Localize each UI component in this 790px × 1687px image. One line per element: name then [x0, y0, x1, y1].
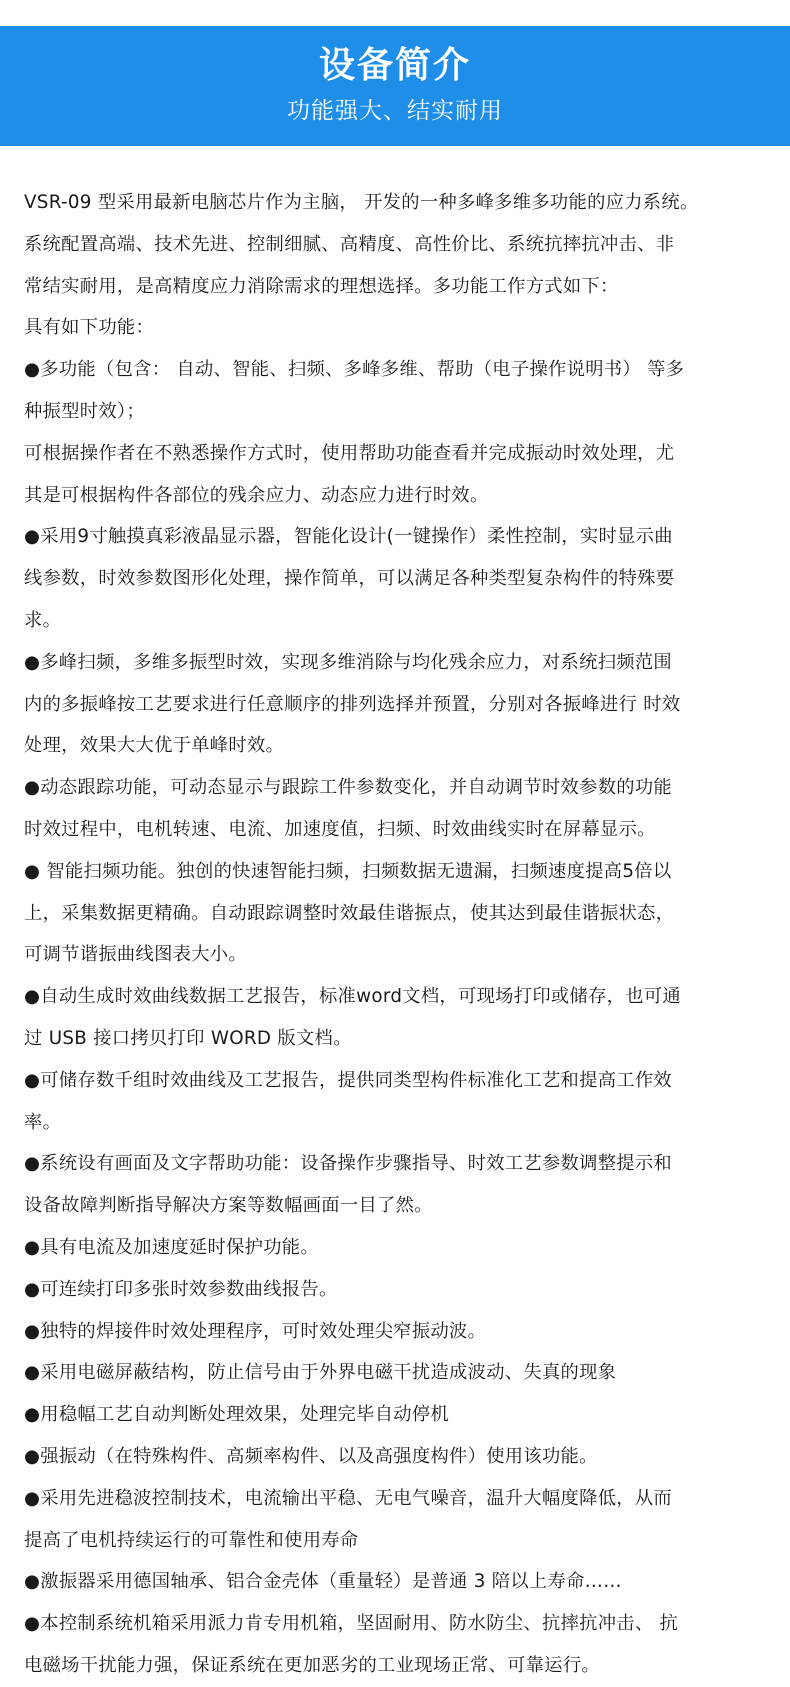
text-line: 可调节谐振曲线图表大小。 — [24, 944, 247, 966]
text-line: ●采用9寸触摸真彩液晶显示器，智能化设计(一键操作）柔性控制，实时显示曲 — [24, 526, 673, 548]
text-line: 时效过程中，电机转速、电流、加速度值，扫频、时效曲线实时在屏幕显示。 — [24, 818, 656, 840]
text-line: ● 智能扫频功能。独创的快速智能扫频，扫频数据无遗漏，扫频速度提高5倍以 — [24, 860, 672, 882]
text-line: VSR-09 型采用最新电脑芯片作为主脑， 开发的一种多峰多维多功能的应力系统。 — [24, 192, 699, 213]
text-line: 设备故障判断指导解决方案等数幅画面一目了然。 — [24, 1195, 433, 1217]
text-line: 率。 — [24, 1111, 62, 1133]
text-line: 求。 — [24, 609, 62, 631]
page-title: 设备简介 — [318, 45, 471, 86]
text-line: 提高了电机持续运行的可靠性和使用寿命 — [24, 1529, 359, 1551]
text-line: 过 USB 接口拷贝打印 WORD 版文档。 — [24, 1027, 352, 1049]
text-line: 电磁场干扰能力强，保证系统在更加恶劣的工业现场正常、可靠运行。 — [24, 1654, 601, 1676]
text-line: 线参数，时效参数图形化处理，操作简单，可以满足各种类型复杂构件的特殊要 — [24, 568, 675, 590]
text-line: ●可连续打印多张时效参数曲线报告。 — [24, 1278, 338, 1300]
text-line: ●用稳幅工艺自动判断处理效果，处理完毕自动停机 — [24, 1404, 450, 1426]
text-line: ●激振器采用德国轴承、铝合金壳体（重量轻）是普通 3 陪以上寿命…… — [24, 1571, 622, 1593]
text-line: ●可储存数千组时效曲线及工艺报告，提供同类型构件标准化工艺和提高工作效 — [24, 1069, 673, 1091]
page-subtitle: 功能强大、结实耐用 — [287, 98, 503, 124]
text-line: 可根据操作者在不熟悉操作方式时，使用帮助功能查看并完成振动时效处理，尤 — [24, 442, 675, 464]
header-banner — [0, 26, 790, 146]
text-line: 其是可根据构件各部位的残余应力、动态应力进行时效。 — [24, 484, 489, 506]
description-body — [24, 182, 769, 1687]
text-line: ●具有电流及加速度延时保护功能。 — [24, 1236, 319, 1258]
text-line: 常结实耐用，是高精度应力消除需求的理想选择。多功能工作方式如下： — [24, 275, 619, 297]
text-line: ●多峰扫频，多维多振型时效，实现多维消除与均化残余应力，对系统扫频范围 — [24, 651, 673, 673]
text-line: 内的多振峰按工艺要求进行任意顺序的排列选择并预置，分别对各振峰进行 时效 — [24, 693, 681, 715]
text-line: ●系统设有画面及文字帮助功能：设备操作步骤指导、时效工艺参数调整提示和 — [24, 1153, 673, 1175]
text-line: ●强振动（在特殊构件、高频率构件、以及高强度构件）使用该功能。 — [24, 1445, 598, 1467]
text-line: ●动态跟踪功能，可动态显示与跟踪工件参数变化，并自动调节时效参数的功能 — [24, 777, 673, 799]
text-line: 具有如下功能： — [24, 317, 155, 339]
text-line: 系统配置高端、技术先进、控制细腻、高精度、高性价比、系统抗摔抗冲击、非 — [24, 233, 675, 255]
text-line: 处理，效果大大优于单峰时效。 — [24, 735, 285, 757]
text-line: ●采用先进稳波控制技术，电流输出平稳、无电气噪音，温升大幅度降低，从而 — [24, 1487, 673, 1509]
text-line: 种振型时效）； — [24, 400, 145, 422]
text-line: ●采用电磁屏蔽结构，防止信号由于外界电磁干扰造成波动、失真的现象 — [24, 1362, 617, 1384]
text-line: ●本控制系统机箱采用派力肯专用机箱，坚固耐用、防水防尘、抗摔抗冲击、 抗 — [24, 1613, 679, 1635]
text-line: ●多功能（包含： 自动、智能、扫频、多峰多维、帮助（电子操作说明书） 等多 — [24, 359, 685, 381]
text-line: ●自动生成时效曲线数据工艺报告，标准word文档，可现场打印或储存，也可通 — [24, 986, 681, 1008]
text-line: 上，采集数据更精确。自动跟踪调整时效最佳谐振点，使其达到最佳谐振状态， — [24, 902, 675, 924]
text-line: ●独特的焊接件时效处理程序，可时效处理尖窄振动波。 — [24, 1320, 487, 1342]
